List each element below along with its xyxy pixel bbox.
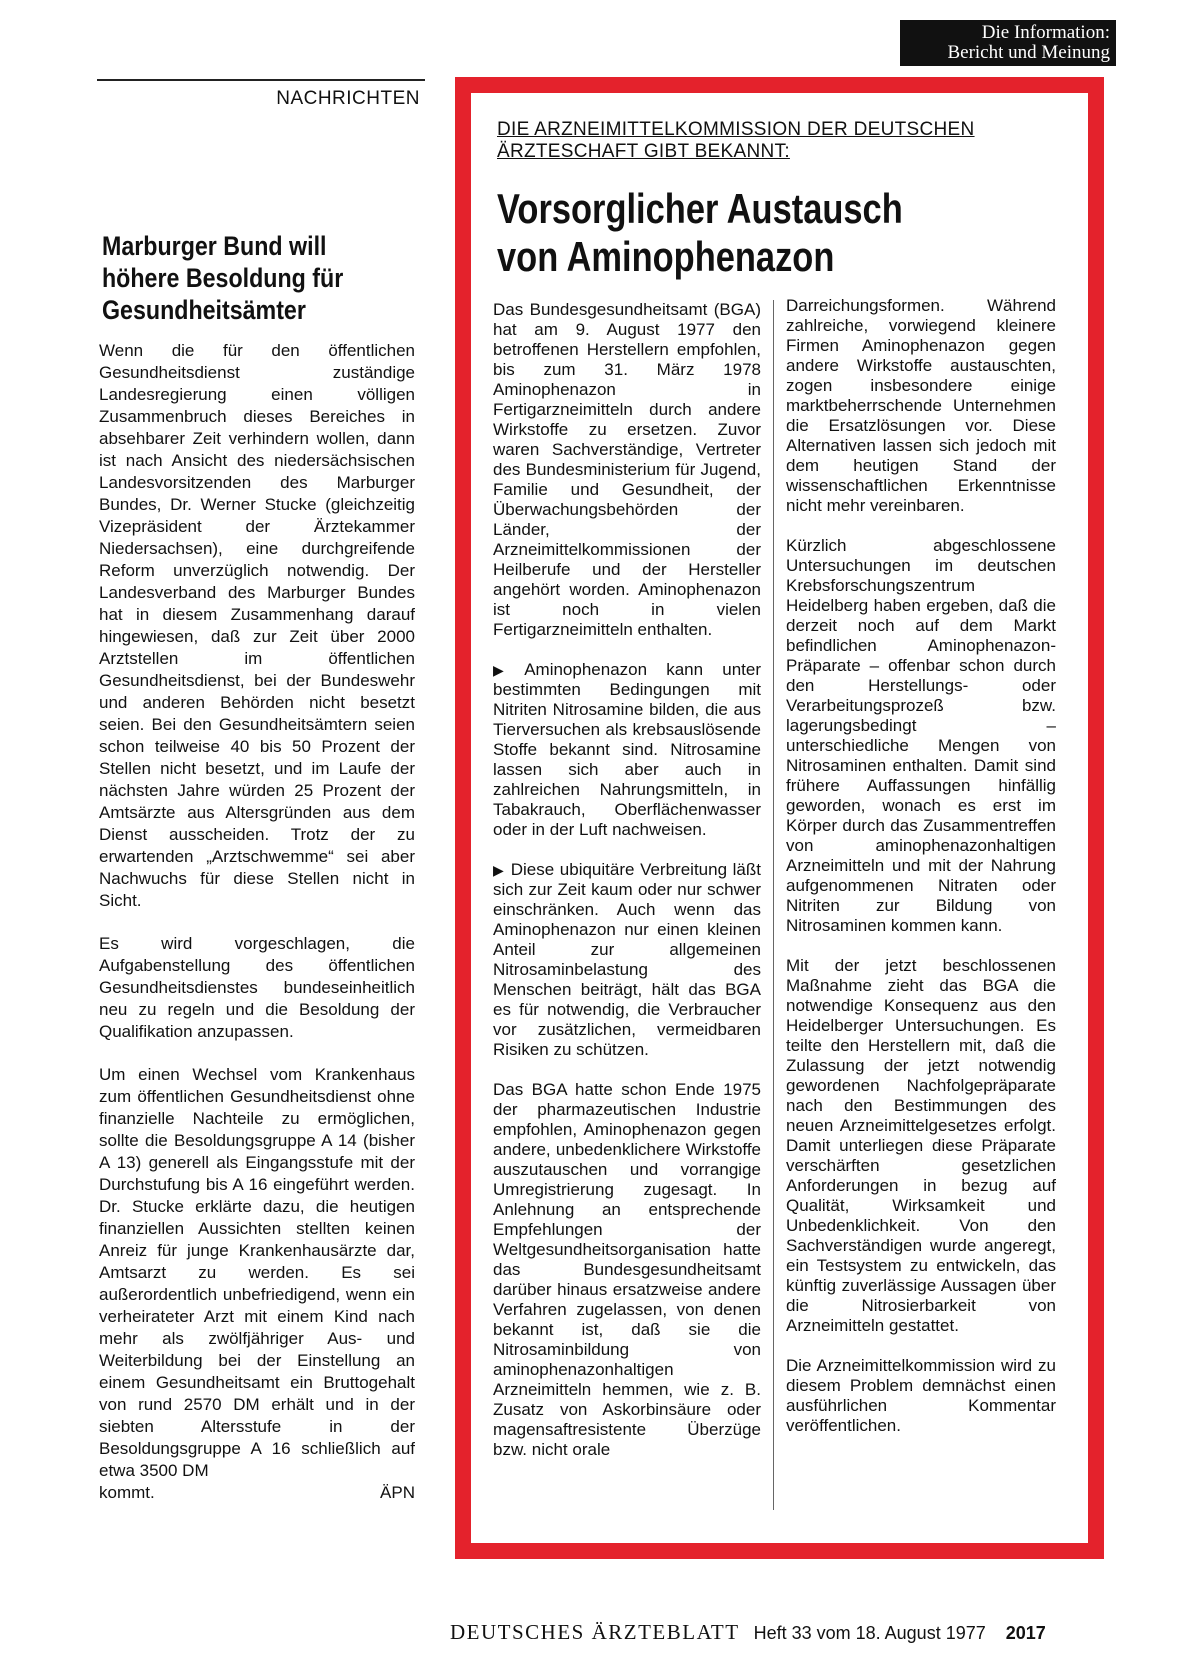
left-paragraph: Es wird vorgeschlagen, die Aufgabenstellung des öffentlichen Gesundheitsdienstes bundeseinheitlich neu zu regeln und die Besoldung der Qualifikation anzupassen. [99, 934, 415, 1041]
notice-paragraph: Die Arzneimittelkommission wird zu diesem Problem demnächst einen ausführlichen Kommentar veröffentlichen. [786, 1356, 1056, 1435]
left-article-ending [99, 1482, 415, 1504]
left-article-body [99, 340, 415, 1504]
footer-page-number: 2017 [1005, 1623, 1046, 1643]
left-article-category: NACHRICHTEN [276, 88, 420, 109]
triangle-bullet-icon: ▶ [493, 862, 505, 878]
section-tag-line1: Die Information: [981, 22, 1110, 43]
section-tag [900, 20, 1116, 66]
notice-headline-line2: von Aminophenazon [497, 233, 835, 280]
section-tag-line2: Bericht und Meinung [947, 42, 1110, 63]
notice-column-divider [773, 300, 774, 1510]
notice-paragraph: Kürzlich abgeschlossene Untersuchungen im deutschen Krebsforschungszentrum Heidelberg haben ergeben, daß die derzeit noch auf dem Markt befindlichen Aminophenazon-Präparate – offenbar schon durch den Herstellungs- oder Verarbeitungsprozeß bzw. lagerungsbedingt – unterschiedliche Mengen von Nitrosaminen enthalten. Damit sind frühere Auffassungen hinfällig geworden, wonach es erst im Körper durch das Zusammentreffen von aminophenazonhaltigen Arzneimitteln und mit der Nahrung aufgenommenen Nitraten oder Nitriten zur Bildung von Nitrosaminen kommen kann. [786, 536, 1056, 935]
notice-paragraph: Darreichungsformen. Während zahlreiche, vorwiegend kleinere Firmen Aminophenazon gegen andere Wirkstoffe austauschten, zogen insbesondere einige marktbeherrschende Unternehmen die Ersatzlösungen vor. Diese Alternativen lassen sich jedoch mit dem heutigen Stand der wissenschaftlichen Erkenntnisse nicht mehr vereinbaren. [786, 296, 1056, 515]
left-article-signature: ÄPN [380, 1483, 415, 1502]
left-column-rule [97, 79, 425, 81]
left-article-headline: Marburger Bund will höhere Besoldung für Gesundheitsämter [102, 231, 344, 325]
left-paragraph: Um einen Wechsel vom Krankenhaus zum öffentlichen Gesundheitsdienst ohne finanzielle Nachteile zu ermöglichen, sollte die Besoldungsgruppe A 14 (bisher A 13) generell als Eingangsstufe mit der Durchstufung bis A 16 eingeführt werden. Dr. Stucke erklärte dazu, die heutigen finanziellen Aussichten stellten keinen Anreiz für junge Krankenhausärzte dar, Amtsarzt zu werden. Es sei außerordentlich unbefriedigend, wenn ein verheirateter Arzt mit einem Kind nach mehr als zwölfjähriger Aus- und Weiterbildung bei der Einstellung an einem Gesundheitsamt ein Bruttogehalt von rund 2570 DM erhält und in der siebten Altersstufe in der Besoldungsgruppe A 16 schließlich auf etwa 3500 DM [99, 1065, 415, 1480]
notice-bullet-text: Diese ubiquitäre Verbreitung läßt sich zur Zeit kaum oder nur schwer einschränken. Auch wenn das Aminophenazon nur einen kleinen Anteil zur allgemeinen Nitrosaminbelastung des Menschen beiträgt, hält das BGA es für notwendig, die Verbraucher vor zusätzlichen, vermeidbaren Risiken zu schützen. [493, 860, 761, 1059]
page-footer [450, 1620, 1110, 1650]
left-last-line: kommt. [99, 1483, 155, 1502]
footer-journal-name: DEUTSCHES ÄRZTEBLATT [450, 1620, 740, 1644]
notice-headline [497, 185, 989, 281]
notice-paragraph: Das BGA hatte schon Ende 1975 der pharmazeutischen Industrie empfohlen, Aminophenazon gegen andere, unbedenklichere Wirkstoffe auszutauschen und vorrangige Umregistrierung zugesagt. In Anlehnung an entsprechende Empfehlungen der Weltgesundheitsorganisation hatte das Bundesgesundheitsamt darüber hinaus ersatzweise andere Verfahren zugelassen, von denen bekannt ist, daß sie die Nitrosaminbildung von aminophenazonhaltigen Arzneimitteln hemmen, wie z. B. Zusatz von Askorbinsäure oder magensaftresistente Überzüge bzw. nicht orale [493, 1080, 761, 1459]
notice-paragraph: Mit der jetzt beschlossenen Maßnahme zieht das BGA die notwendige Konsequenz aus den Heidelberger Untersuchungen. Es teilte den Herstellern mit, daß die Zulassung der jetzt notwendig gewordenen Nachfolgepräparate nach den Bestimmungen des neuen Arzneimittelgesetzes erfolgt. Damit unterliegen diese Präparate verschärften gesetzlichen Anforderungen in bezug auf Qualität, Wirksamkeit und Unbedenklichkeit. Von den Sachverständigen wurde angeregt, ein Testsystem zu entwickeln, das künftig zuverlässige Aussagen über die Nitrosierbarkeit von Arzneimitteln gestattet. [786, 956, 1056, 1335]
notice-kicker: DIE ARZNEIMITTELKOMMISSION DER DEUTSCHEN ÄRZTESCHAFT GIBT BEKANNT: [497, 119, 975, 162]
notice-bullet-paragraph [493, 860, 761, 1060]
footer-issue: Heft 33 vom 18. August 1977 [753, 1623, 986, 1643]
notice-column-2 [786, 296, 1056, 1456]
notice-paragraph: Das Bundesgesundheitsamt (BGA) hat am 9. August 1977 den betroffenen Herstellern empfohlen, bis zum 31. März 1978 Aminophenazon in Fertigarzneimitteln durch andere Wirkstoffe zu ersetzen. Zuvor waren Sachverständige, Vertreter des Bundesministerium für Jugend, Familie und Gesundheit, der Überwachungsbehörden der Länder, der Arzneimittelkommissionen der Heilberufe und der Hersteller angehört worden. Aminophenazon ist noch in vielen Fertigarzneimitteln enthalten. [493, 300, 761, 639]
notice-bullet-paragraph [493, 660, 761, 840]
notice-column-1 [493, 300, 761, 1480]
notice-headline-line1: Vorsorglicher Austausch [497, 185, 903, 232]
notice-bullet-text: Aminophenazon kann unter bestimmten Bedingungen mit Nitriten Nitrosamine bilden, die aus Tierversuchen als krebsauslösende Stoffe bekannt sind. Nitrosamine lassen sich aber auch in zahlreichen Nahrungsmitteln, in Tabakrauch, Oberflächenwasser oder in der Luft nachweisen. [493, 660, 761, 839]
triangle-bullet-icon: ▶ [493, 662, 519, 678]
left-paragraph: Wenn die für den öffentlichen Gesundheitsdienst zuständige Landesregierung einen völligen Zusammenbruch dieses Bereiches in absehbarer Zeit verhindern wollen, dann ist nach Ansicht des niedersächsischen Landesvorsitzenden des Marburger Bundes, Dr. Werner Stucke (gleichzeitig Vizepräsident der Ärztekammer Niedersachsen), eine durchgreifende Reform unverzüglich notwendig. Der Landesverband des Marburger Bundes hat in diesem Zusammenhang darauf hingewiesen, daß zur Zeit über 2000 Arztstellen im öffentlichen Gesundheitsdienst, bei der Bundeswehr und anderen Behörden nicht besetzt seien. Bei den Gesundheitsämtern seien schon teilweise 40 bis 50 Prozent der Stellen nicht besetzt, und im Laufe der nächsten Jahre würden 25 Prozent der Amtsärzte aus Altersgründen aus dem Dienst ausscheiden. Trotz der zu erwartenden „Arztschwemme“ sei aber Nachwuchs für diese Stellen nicht in Sicht. [99, 341, 415, 910]
